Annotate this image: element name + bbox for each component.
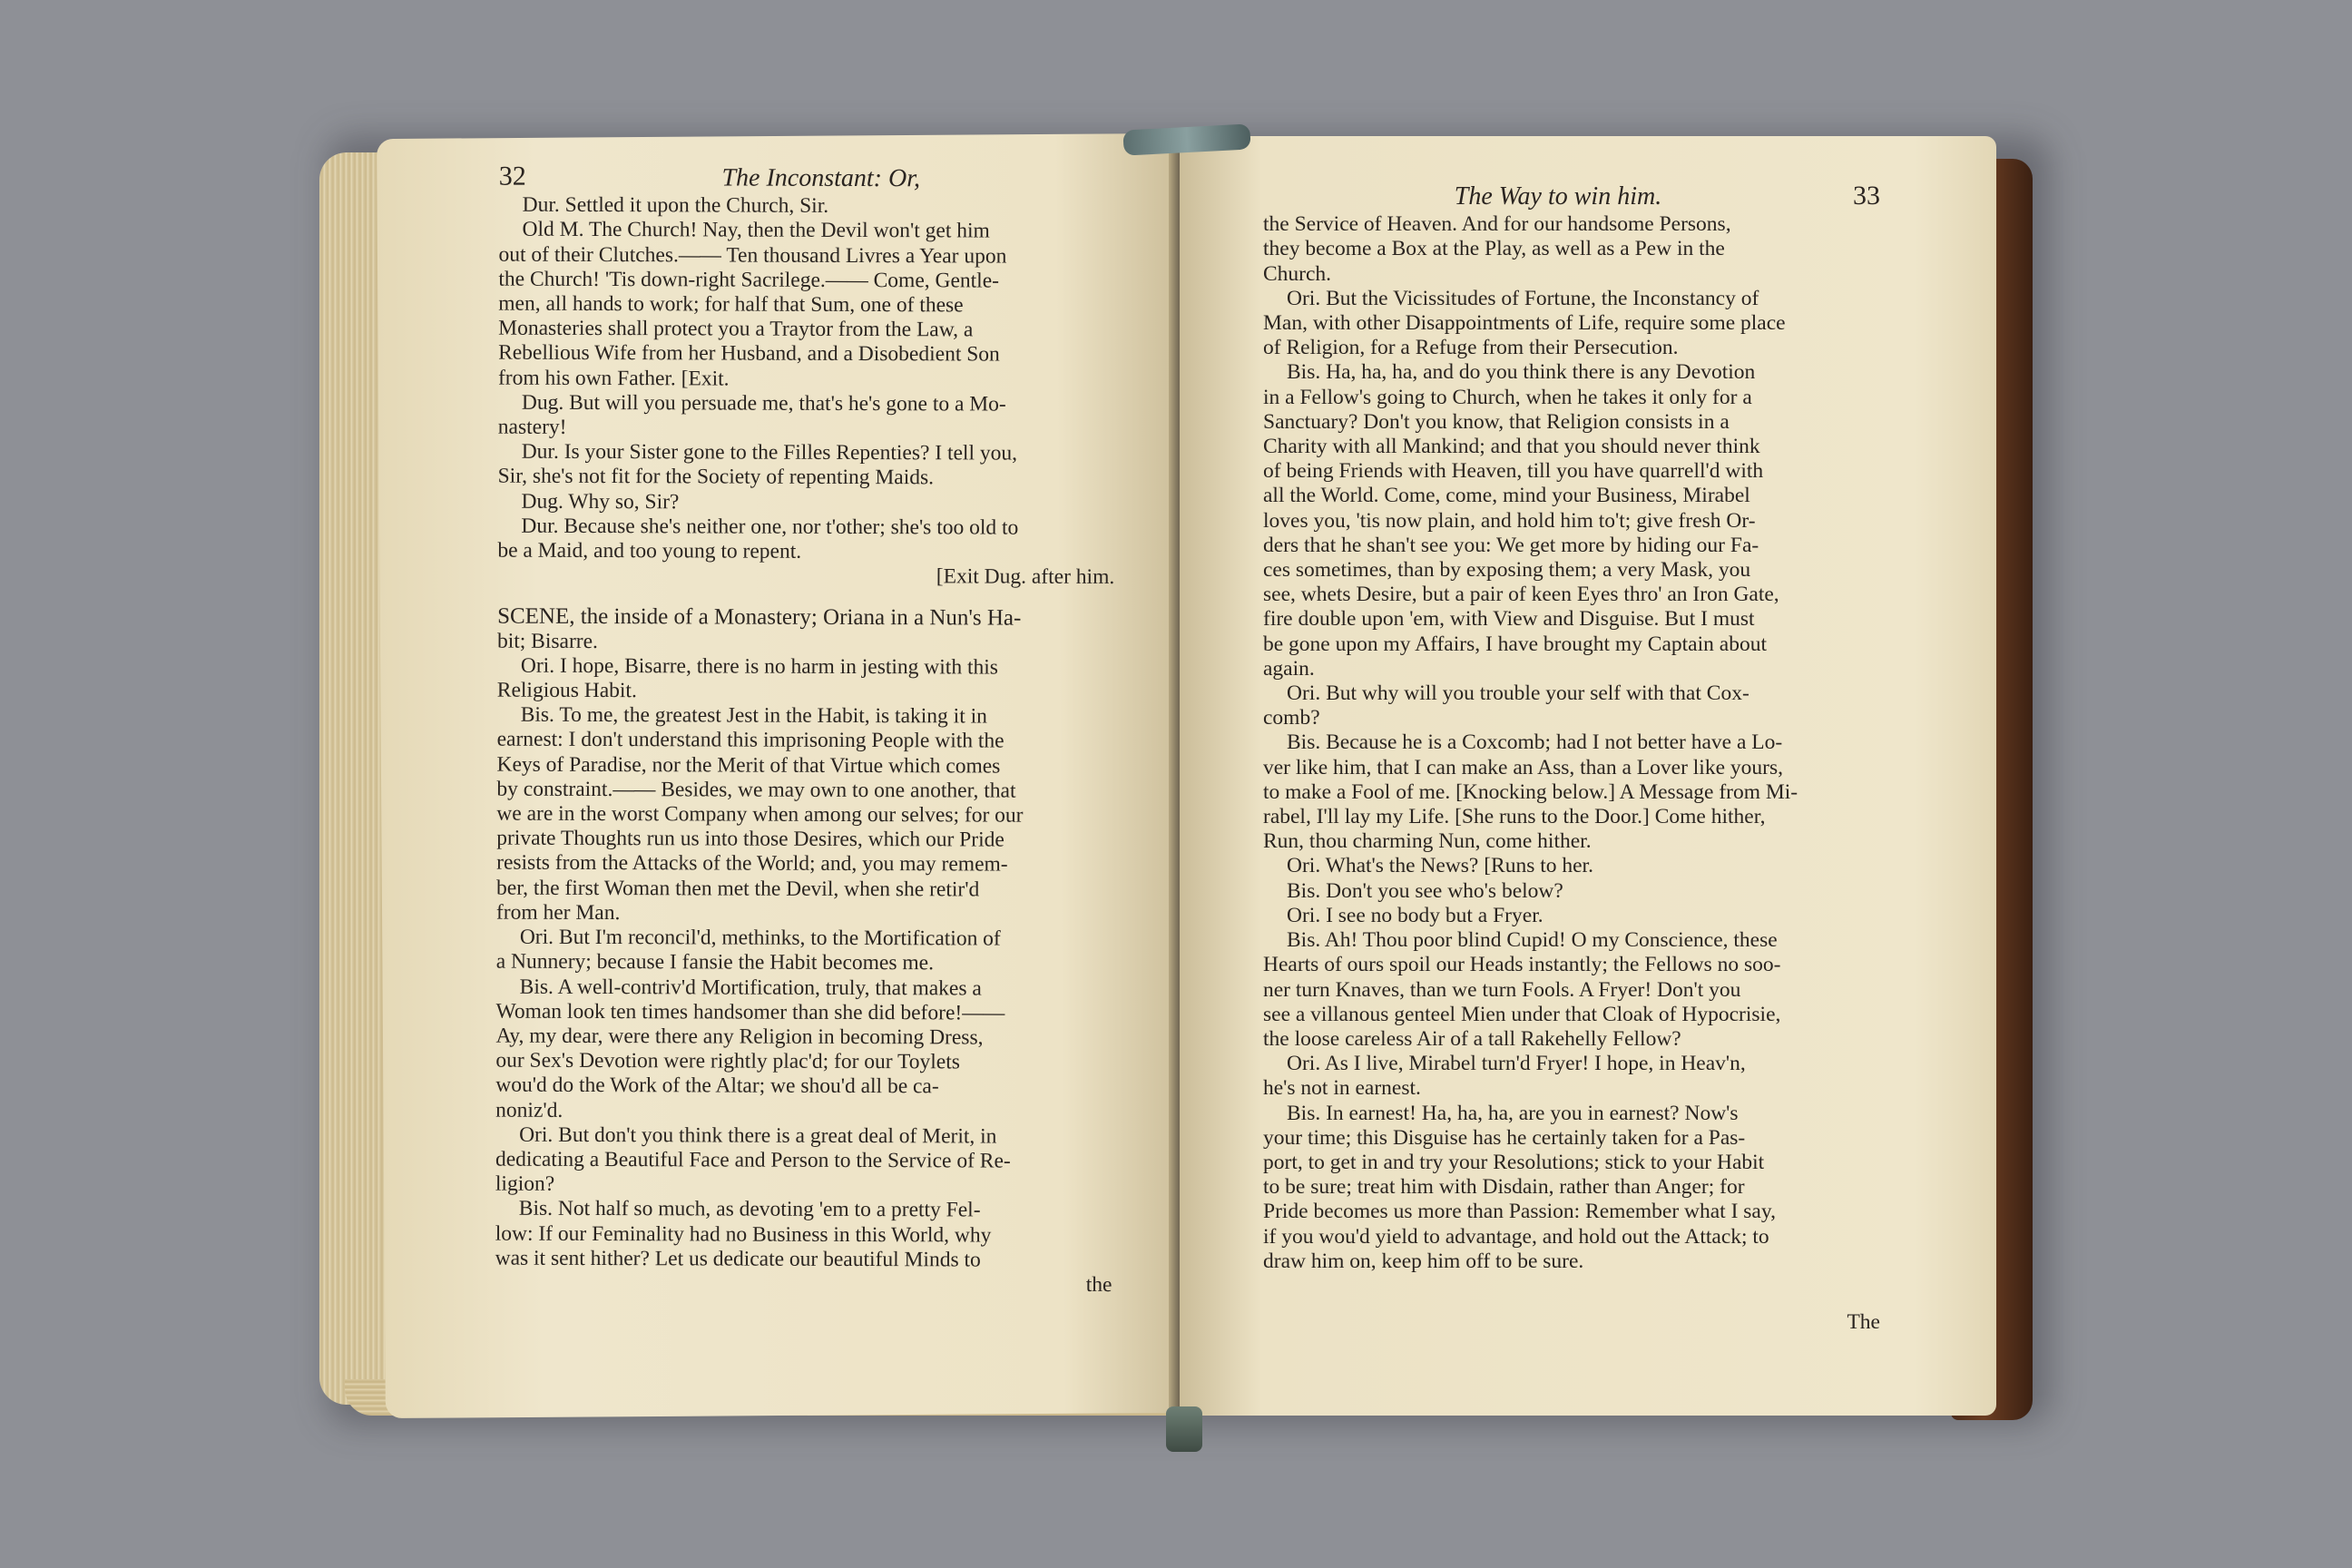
text-line: Ori. But why will you trouble your self with that Cox- (1287, 681, 1749, 706)
text-line: Bis. To me, the greatest Jest in the Habit, is taking it in (520, 702, 987, 729)
text-line: Ori. But the Vicissitudes of Fortune, the Inconstancy of (1287, 286, 1759, 310)
left-catchword: the (1085, 1272, 1112, 1297)
text-line: to make a Fool of me. [Knocking below.] A Message from Mi- (1263, 779, 1798, 804)
text-line: Ori. I see no body but a Fryer. (1287, 903, 1544, 927)
text-line: be a Maid, and too young to repent. (497, 538, 802, 564)
text-line: your time; this Disguise has he certainly taken for a Pas- (1263, 1125, 1746, 1150)
text-line: Woman look ten times handsomer than she did before!—— (495, 999, 1005, 1025)
text-line: ligion? (495, 1171, 555, 1196)
text-line: of being Friends with Heaven, till you have quarrell'd with (1263, 459, 1764, 484)
text-line: Dur. Because she's neither one, nor t'other; she's too old to (521, 514, 1019, 540)
text-line: private Thoughts run us into those Desires, which our Pride (496, 826, 1004, 852)
text-line: from his own Father. [Exit. (497, 366, 730, 391)
left-running-head (498, 161, 1116, 193)
text-line: we are in the worst Company when among our selves; for our (496, 801, 1024, 828)
text-line: ner turn Knaves, than we turn Fools. A Fryer! Don't you (1263, 977, 1741, 1002)
text-line: ces sometimes, than by exposing them; a very Mask, you (1263, 558, 1751, 583)
text-line: in a Fellow's going to Church, when he takes it only for a (1263, 385, 1752, 409)
text-line: Hearts of ours spoil our Heads instantly; the Fellows no soo- (1263, 953, 1781, 977)
text-line: earnest: I don't understand this imprisoning People with the (496, 728, 1004, 754)
text-line: Religious Habit. (496, 678, 637, 703)
text-line: Keys of Paradise, nor the Merit of that Virtue which comes (496, 752, 1001, 779)
left-page-number: 32 (498, 161, 526, 191)
text-line: Ay, my dear, were there any Religion in becoming Dress, (495, 1024, 984, 1050)
text-line: Ori. As I live, Mirabel turn'd Fryer! I hope, in Heav'n, (1287, 1052, 1746, 1076)
right-catchword: The (1847, 1309, 1880, 1334)
text-line: bit; Bisarre. (496, 629, 598, 653)
text-line: from her Man. (495, 900, 621, 925)
text-line: Run, thou charming Nun, come hither. (1263, 829, 1592, 854)
text-line: Ori. But I'm reconcil'd, methinks, to the Mortification of (519, 925, 1001, 951)
text-line: Dur. Is your Sister gone to the Filles Repenties? I tell you, (521, 439, 1018, 466)
text-line: our Sex's Devotion were rightly plac'd; for our Toylets (495, 1048, 960, 1074)
text-line: wou'd do the Work of the Altar; we shou'd all be ca- (495, 1073, 939, 1099)
text-line: Bis. Because he is a Coxcomb; had I not better have a Lo- (1287, 730, 1783, 755)
text-line: Man, with other Disappointments of Life, require some place (1263, 311, 1786, 336)
text-line: a Nunnery; because I fansie the Habit becomes me. (495, 949, 935, 975)
text-line: SCENE, the inside of a Monastery; Oriana in a Nun's Ha- (497, 604, 1022, 632)
text-line: Rebellious Wife from her Husband, and a Disobedient Son (498, 341, 1000, 367)
text-line: Dug. Why so, Sir? (521, 489, 680, 514)
text-line: Bis. Ah! Thou poor blind Cupid! O my Conscience, these (1287, 928, 1778, 953)
text-line: ber, the first Woman then met the Devil, when she retir'd (496, 876, 980, 902)
text-line: draw him on, keep him off to be sure. (1263, 1249, 1584, 1273)
text-line: ver like him, that I can make an Ass, than a Lover like yours, (1263, 755, 1783, 779)
text-line: fire double upon 'em, with View and Disguise. But I must (1263, 607, 1755, 632)
text-line: Sanctuary? Don't you know, that Religion consists in a (1263, 409, 1730, 434)
text-line: the loose careless Air of a tall Rakehelly Fellow? (1263, 1026, 1681, 1051)
text-line: see, whets Desire, but a pair of keen Eyes thro' an Iron Gate, (1263, 583, 1779, 607)
text-line: they become a Box at the Play, as well as a Pew in the (1263, 237, 1725, 261)
left-header-title: The Inconstant: Or, (721, 163, 921, 193)
text-line: [Exit Dug. after him. (936, 564, 1115, 590)
text-line: of Religion, for a Refuge from their Persecution. (1263, 336, 1679, 360)
text-line: Dug. But will you persuade me, that's he's gone to a Mo- (521, 390, 1006, 416)
right-page-text (1263, 183, 1880, 1335)
text-line: nastery! (497, 415, 567, 439)
text-line: Sir, she's not fit for the Society of repenting Maids. (497, 465, 935, 490)
text-line: by constraint.—— Besides, we may own to one another, that (496, 777, 1016, 803)
text-line: ders that he shan't see you: We get more by hiding our Fa- (1263, 533, 1759, 557)
text-line: out of their Clutches.—— Ten thousand Livres a Year upon (498, 242, 1007, 269)
text-line: the Church! 'Tis down-right Sacrilege.—— Come, Gentle- (498, 267, 1000, 293)
text-line: Bis. In earnest! Ha, ha, ha, are you in earnest? Now's (1287, 1101, 1739, 1125)
text-line: Bis. Not half so much, as devoting 'em to a pretty Fel- (518, 1197, 981, 1222)
text-line: Dur. Settled it upon the Church, Sir. (522, 192, 829, 219)
text-line: Church. (1263, 261, 1332, 286)
text-line: Bis. Don't you see who's below? (1287, 878, 1563, 903)
right-page-number: 33 (1852, 181, 1880, 211)
text-line: men, all hands to work; for half that Sum, one of these (498, 291, 964, 318)
text-line: comb? (1263, 706, 1320, 730)
text-line: he's not in earnest. (1263, 1076, 1421, 1101)
right-header-title: The Way to win him. (1454, 182, 1662, 211)
text-line: Bis. A well-contriv'd Mortification, truly, that makes a (519, 975, 982, 1000)
text-line: Monasteries shall protect you a Traytor from the Law, a (498, 316, 974, 342)
text-line: resists from the Attacks of the World; and, you may remem- (496, 851, 1008, 877)
text-line: noniz'd. (495, 1098, 564, 1122)
text-line: low: If our Feminality had no Business in this World, why (495, 1221, 992, 1248)
text-line: Charity with all Mankind; and that you should never think (1263, 435, 1760, 459)
text-line: Old M. The Church! Nay, then the Devil won't get him (522, 218, 990, 243)
text-line: again. (1263, 656, 1315, 681)
text-line: Pride becomes us more than Passion: Remember what I say, (1263, 1200, 1776, 1224)
right-page-lines (1263, 212, 1880, 1274)
text-line: Bis. Ha, ha, ha, and do you think there is any Devotion (1287, 360, 1756, 385)
right-running-head (1263, 183, 1880, 209)
text-line: to be sure; treat him with Disdain, rather than Anger; for (1263, 1175, 1745, 1200)
text-line: port, to get in and try your Resolutions; stick to your Habit (1263, 1150, 1765, 1174)
text-line: rabel, I'll lay my Life. [She runs to the Door.] Come hither, (1263, 805, 1766, 829)
left-page-lines (495, 193, 1116, 1273)
text-line: dedicating a Beautiful Face and Person to the Service of Re- (495, 1147, 1011, 1173)
text-line: loves you, 'tis now plain, and hold him to't; give fresh Or- (1263, 508, 1756, 533)
text-line: if you wou'd yield to advantage, and hold out the Attack; to (1263, 1224, 1769, 1249)
text-line: Ori. But don't you think there is a great deal of Merit, in (519, 1122, 997, 1149)
ribbon-bookmark-bottom (1166, 1406, 1202, 1452)
text-line: see a villanous genteel Mien under that Cloak of Hypocrisie, (1263, 1002, 1781, 1026)
text-line: Ori. I hope, Bisarre, there is no harm in jesting with this (520, 653, 998, 680)
right-page (1180, 136, 1996, 1416)
text-line: was it sent hither? Let us dedicate our beautiful Minds to (495, 1246, 981, 1272)
text-line: all the World. Come, come, mind your Business, Mirabel (1263, 484, 1750, 508)
left-page (377, 133, 1184, 1418)
text-line: be gone upon my Affairs, I have brought my Captain about (1263, 632, 1767, 656)
text-line: Ori. What's the News? [Runs to her. (1287, 854, 1593, 878)
text-line: the Service of Heaven. And for our handsome Persons, (1263, 212, 1731, 237)
left-page-text (495, 161, 1115, 1298)
